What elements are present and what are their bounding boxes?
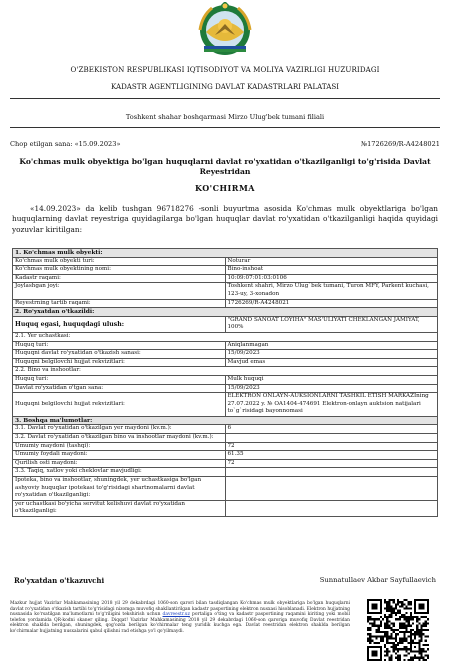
table-row: Joylashgan joyi: Toshkent shahri, Mirzo Ulug`bek tumani, Turon MFY, Parkent kuchasi, 123-uy, 3-xonadon [13, 283, 438, 299]
state-emblem-icon [196, 2, 254, 58]
divider [10, 127, 440, 128]
document-number: №1726269/R-A4248021 [360, 140, 440, 148]
registrar-label: Ro'yxatdan o'tkazuvchi [14, 576, 105, 585]
table-row: Huquq turi: Aniqlanmagan [13, 341, 438, 350]
table-row: Reyestrning tartib raqami: 1726269/R-A4248021 [13, 299, 438, 308]
table-row: Umumiy foydali maydoni: 61.35 [13, 451, 438, 460]
table-row: 3.3. Taqiq, xatlov yoki cheklovlar mavjudligi: [13, 468, 438, 477]
ministry-heading: O'ZBEKISTON RESPUBLIKASI IQTISODIYOT VA MOLIYA VAZIRLIGI HUZURIDAGI [70, 65, 380, 74]
table-row: Huquqni belgilovchi hujjat rekvizitlari: ELEKTRON ONLAYN-AUKSIONLARNI TASHKIL ETISH MARKAZIning 27.07.2022 y. № OA1404-474691 Elektron-onlayn auktsion natijalari to`g`risidagi bayonnomasi [13, 393, 438, 417]
table-row: Huquq turi: Mulk huquqi [13, 375, 438, 384]
table-row: Ko'chmas mulk obyekti turi: Noturar [13, 257, 438, 266]
table-row: 2.2. Bino va inshootlar: [13, 367, 438, 376]
table-row: yer uchastkasi bo'yicha servitut kelishuvi davlat ro'yxatidan o'tkazilganligi: [13, 500, 438, 516]
table-row: 3.2. Davlat ro'yxatidan o'tkazilgan bino va inshootlar maydoni (kv.m.): [13, 434, 438, 443]
print-date: Chop etilgan sana: «15.09.2023» [10, 140, 121, 148]
table-row: Ipoteka, bino va inshootlar, shuningdek, yer uchastkasiga bo'lgan ashyoviy huquqlar ipotekasi to'g'risidagi shartnomalarni davlat ro'yxatidan o'tkazilganligi: [13, 477, 438, 501]
registrar-name: Sunnatullaev Akbar Sayfullaevich [319, 576, 436, 584]
document-title: Ko'chmas mulk obyektiga bo'lgan huquqlarni davlat ro'yxatidan o'tkazilganligi to'g'risida Davlat Reyestridan [19, 157, 431, 176]
qr-code-icon [367, 599, 429, 661]
table-row: Huquqni belgilovchi hujjat rekvizitlari: Mavjud emas [13, 358, 438, 367]
document-subtitle: KO'CHIRMA [194, 183, 256, 193]
section-title: 1. Ko'chmas mulk obyekti: [13, 249, 438, 258]
branch-heading: Toshkent shahar boshqarmasi Mirzo Ulug'bek tumani filiali [125, 113, 325, 121]
table-row: Davlat ro'yxatidan o'tgan sana: 15/09/2023 [13, 384, 438, 393]
table-row: 3.1. Davlat ro'yxatidan o'tkazilgan yer maydoni (kv.m.): 6 [13, 425, 438, 434]
agency-heading: KADASTR AGENTLIGINING DAVLAT KADASTRLARI PALATASI [110, 82, 340, 91]
register-table [12, 248, 438, 517]
table-row: Ko'chmas mulk obyektining nomi: Bino-inshoat [13, 266, 438, 275]
footer-note: Mazkur hujjat Vazirlar Mahkamasining 2018 yil 29 dekabrdagi 1060-son qarori bilan tasdiqlangan Ko'chmas mulk obyektlariga bo'lgan huquqlarni davlat ro'yxatidan o'tkazish tartibi to'g'risidagi nizomga muvofiq shakllantirilgan kadastr pasportining elektron nusxasi hisoblanadi. Elektron hujjatning nusxasida ko'rsatilgan ma'lumotlarni to'g'riligini tekshirish uchun davreestr.uz portaliga o'ting va kadastr pasportining raqamini kiriting yoki mobil telefon yordamida QR-kodni skaner qiling. Diqqat! Vazirlar Mahkamasining 2018 yil 29 dekabrdagi 1060-son qaroriga muvofiq Davlat reestridan elektron shaklda berilgan, shuningdek, qog'ozda berilgan ko'chirmalar teng yuridik kuchga ega. Davlat reestridan elektron shaklda berilgan ko'chirmalar hujjatning nusxalarini qabul qilishni rad etishga yo'l qo'yilmaydi. [10, 601, 350, 634]
section-title: 3. Boshqa ma'lumotlar: [13, 416, 438, 425]
intro-paragraph: «14.09.2023» da kelib tushgan 96718276 -sonli buyurtma asosida Ko'chmas mulk obyektlariga bo'lgan huquqlarning davlat reyestriga quyidagilarga bo'lgan huquqlar davlat ro'yxatidan o'tkazilganligi haqida quyidagi yozuvlar kiritilgan: [12, 204, 438, 234]
table-row: Umumiy maydoni (tashqi): 72 [13, 442, 438, 451]
table-row: Kadastr raqami: 10:09:07:01:03:0106 [13, 274, 438, 283]
table-row: Huquq egasi, huquqdagi ulush: "GRAND SANOAT LOYIHA" MAS'ULIYATI CHEKLANGAN JAMIYAT, 100% [13, 316, 438, 332]
registry-link[interactable]: davreestr.uz [162, 612, 190, 618]
table-row: 2.1. Yer uchastkasi: [13, 332, 438, 341]
section-title: 2. Ro'yxatdan o'tkazildi: [13, 308, 438, 317]
divider [10, 98, 440, 99]
table-row: Huquqni davlat ro'yxatidan o'tkazish sanasi: 15/09/2023 [13, 350, 438, 359]
table-row: Qurilish osti maydoni: 72 [13, 459, 438, 468]
